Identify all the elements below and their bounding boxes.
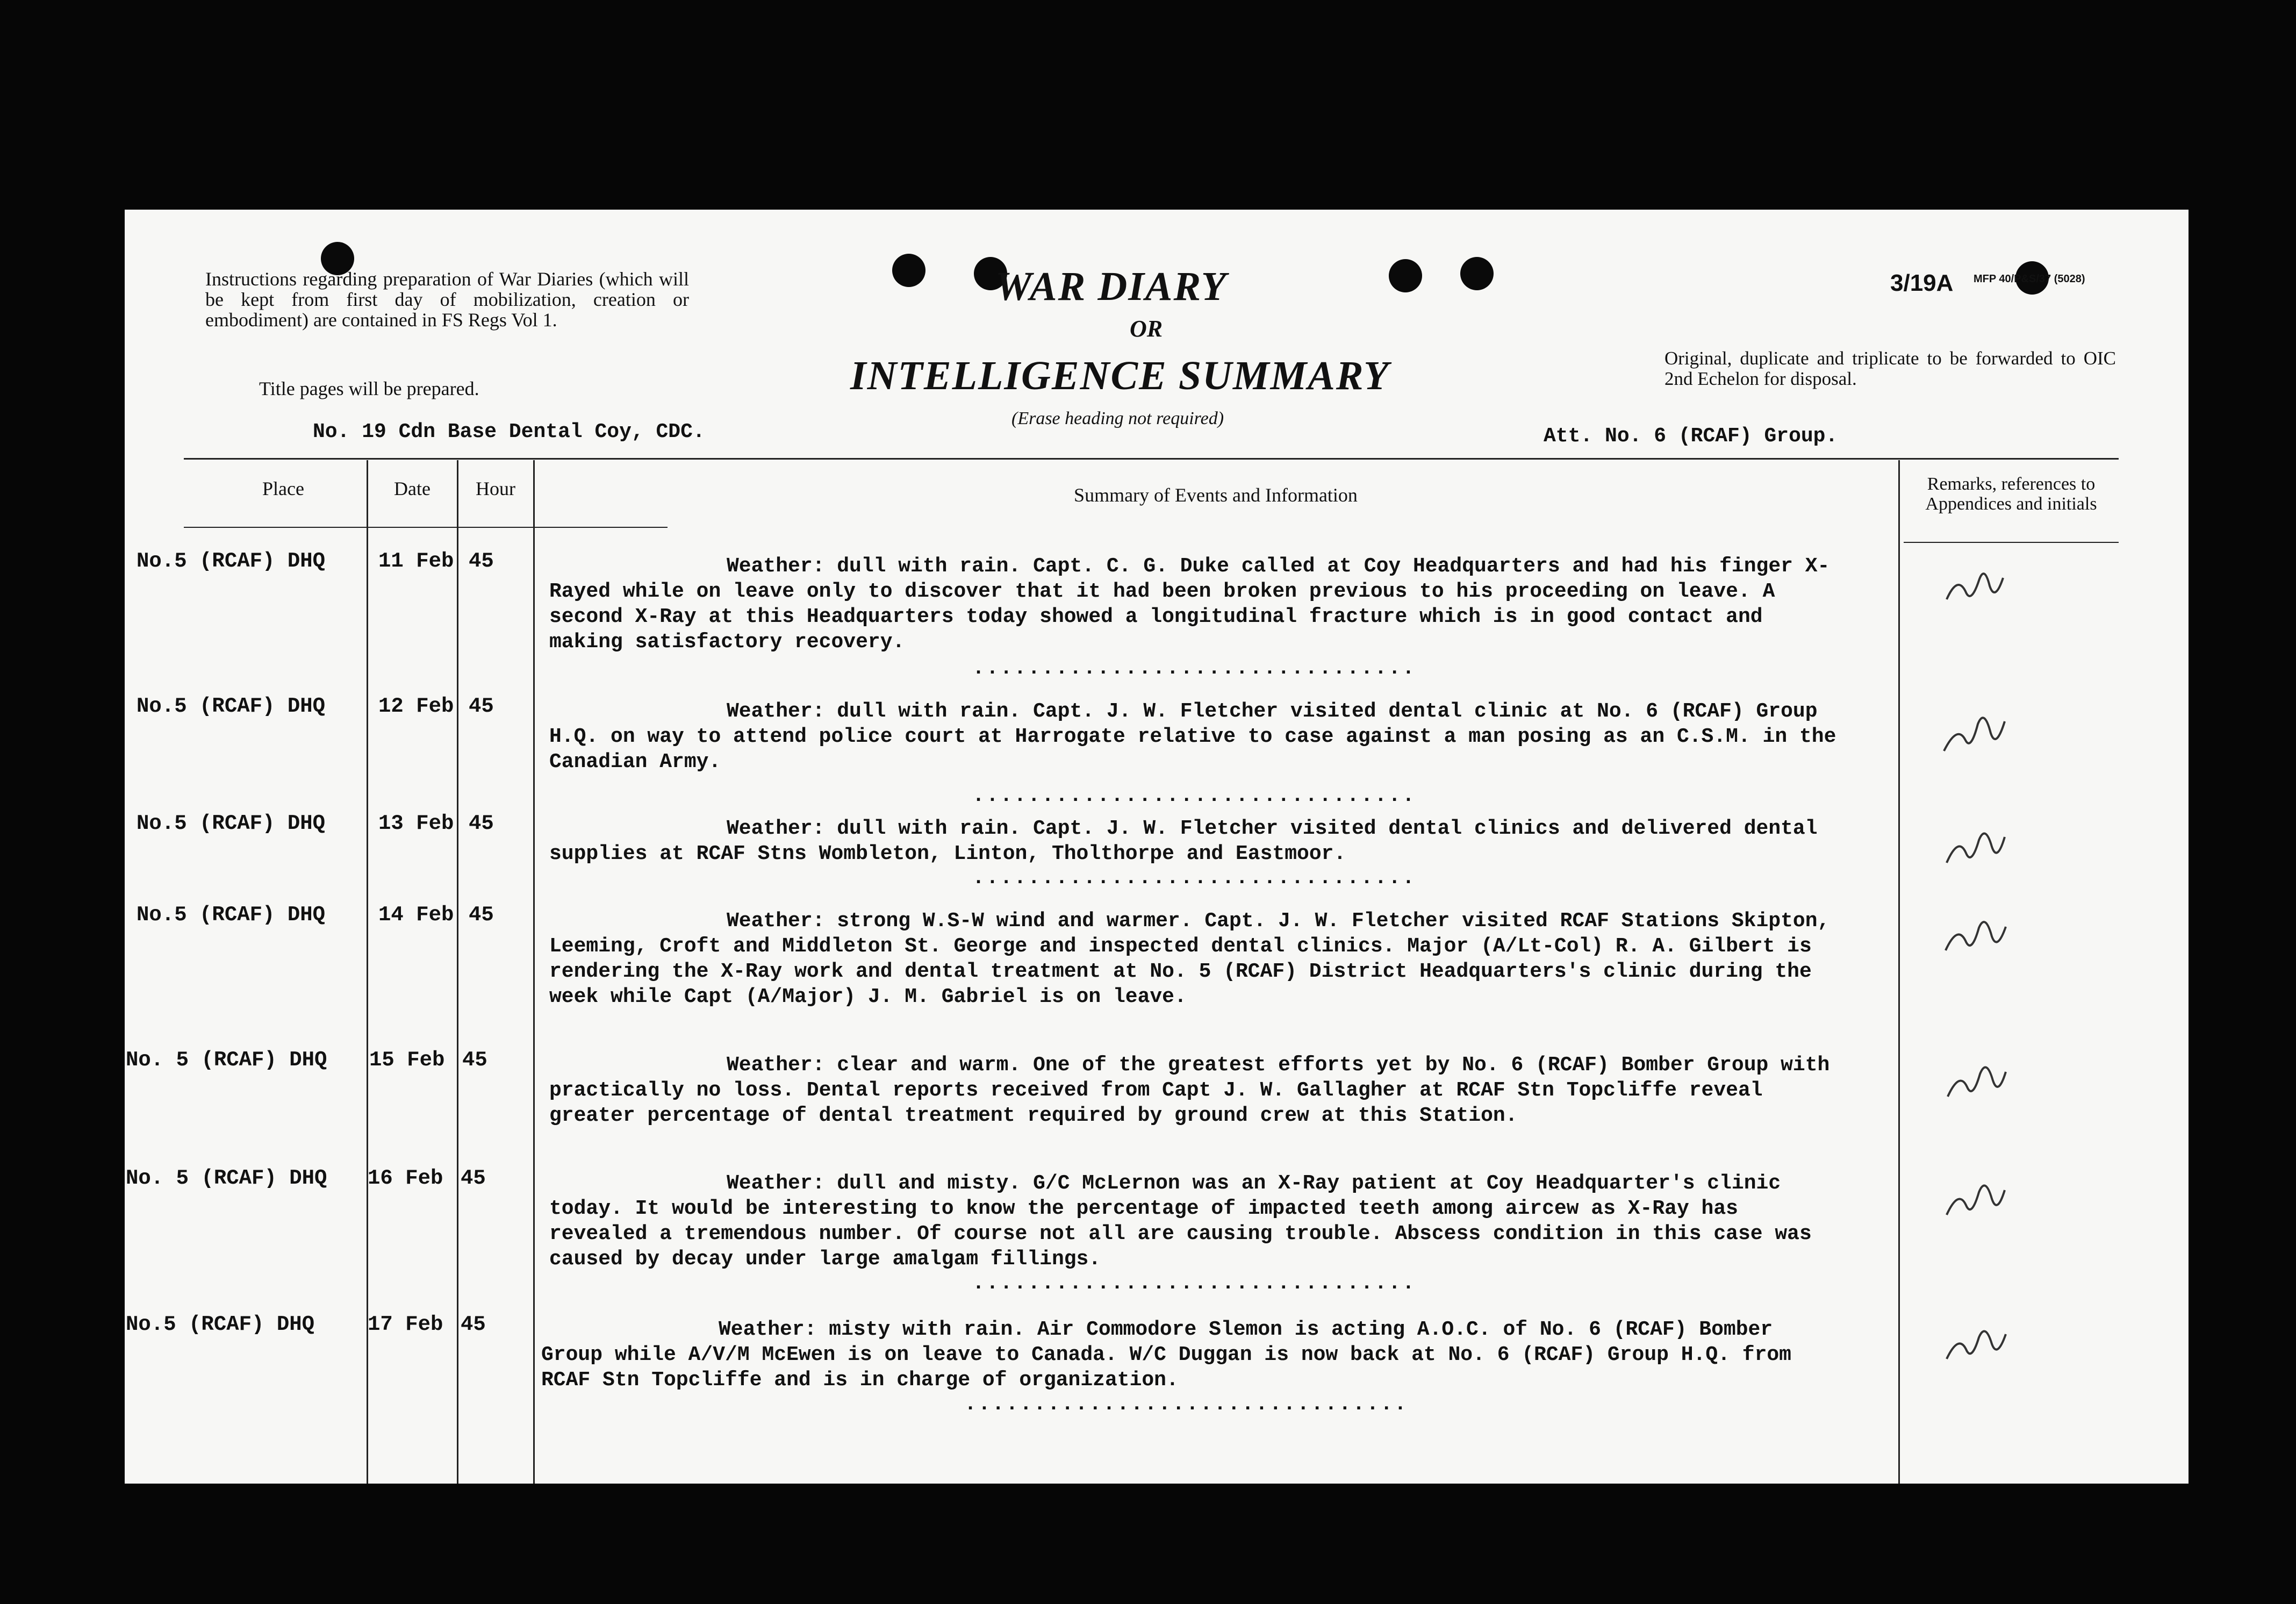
attachment-note: Att. No. 6 (RCAF) Group. (1544, 425, 1838, 448)
entry-date: 13 Feb (378, 812, 454, 835)
punch-hole (1389, 259, 1422, 292)
initials-signature (1936, 1312, 2017, 1376)
col-divider-summary (533, 460, 535, 1484)
entry-date: 16 Feb (368, 1166, 443, 1190)
disposal-note: Original, duplicate and triplicate to be forwarded to OIC 2nd Echelon for disposal. (1664, 348, 2116, 389)
entry-summary (549, 908, 1839, 1009)
entry-place: No.5 (RCAF) DHQ (137, 694, 326, 718)
column-header-date: Date (394, 478, 430, 499)
entry-separator: ................................ (964, 1393, 1408, 1416)
punch-hole (1460, 257, 1494, 290)
col-divider-hour (457, 460, 458, 1484)
entry-place: No.5 (RCAF) DHQ (137, 903, 326, 927)
entry-hour: 45 (469, 812, 494, 835)
header-rule-right (1904, 542, 2119, 543)
entry-date: 11 Feb (378, 549, 454, 573)
entry-summary (549, 1171, 1839, 1295)
entry-hour: 45 (461, 1166, 486, 1190)
erase-note: (Erase heading not required) (1011, 409, 1224, 428)
punch-hole (892, 254, 925, 287)
entry-summary-text: Weather: dull with rain. Capt. J. W. Fletcher visited dental clinics and delivered dental supplies at RCAF Stns Wombleton, Linton, Tholthorpe and Eastmoor. (549, 817, 1818, 865)
unit-name: No. 19 Cdn Base Dental Coy, CDC. (313, 420, 705, 443)
initials-signature (1936, 903, 2017, 968)
initials-signature (1936, 814, 2017, 879)
war-diary-page (125, 210, 2189, 1484)
form-reference: MFP 40/P&S/37 (5028) (1974, 273, 2085, 285)
header-rule-left (184, 527, 668, 528)
entry-hour: 45 (462, 1048, 487, 1072)
initials-signature (1936, 1166, 2017, 1231)
entry-date: 12 Feb (378, 694, 454, 718)
column-header-hour: Hour (476, 478, 515, 499)
entry-summary (549, 699, 1839, 808)
page-subtitle: INTELLIGENCE SUMMARY (850, 353, 1390, 398)
entry-hour: 45 (461, 1313, 486, 1336)
entry-summary (549, 816, 1839, 890)
column-header-summary: Summary of Events and Information (1074, 484, 1358, 506)
entry-summary (541, 1317, 1831, 1416)
title-pages-note: Title pages will be prepared. (259, 378, 479, 399)
entry-place: No.5 (RCAF) DHQ (137, 812, 326, 835)
entry-place: No.5 (RCAF) DHQ (137, 549, 326, 573)
column-header-place: Place (262, 478, 304, 499)
entry-separator: ................................ (972, 1272, 1416, 1295)
entry-separator: ................................ (972, 784, 1416, 807)
instructions-text: Instructions regarding preparation of War Diaries (which will be kept from first day of mobilization, creation or embodiment) are contained in FS Regs Vol 1. (205, 268, 689, 331)
entry-place: No.5 (RCAF) DHQ (126, 1313, 315, 1336)
table-top-rule (184, 458, 2119, 460)
column-header-remarks: Remarks, references to Appendices and initials (1925, 474, 2097, 514)
initials-signature (1936, 700, 2017, 764)
entry-date: 15 Feb (369, 1048, 445, 1072)
entry-summary (549, 554, 1839, 681)
entry-separator: ................................ (972, 657, 1416, 680)
initials-signature (1936, 1048, 2017, 1113)
entry-separator: ................................ (972, 867, 1416, 890)
entry-hour: 45 (469, 694, 494, 718)
entry-summary-text: Weather: misty with rain. Air Commodore Slemon is acting A.O.C. of No. 6 (RCAF) Bomber Group while A/V/M McEwen is on leave to Canada. W/C Duggan is now back at No. 6 (RCAF) Group H.Q. from RCAF Stn Topcliffe and is in charge of organization. (541, 1318, 1791, 1392)
page-title: WAR DIARY (995, 264, 1228, 309)
entry-summary-text: Weather: strong W.S-W wind and warmer. Capt. J. W. Fletcher visited RCAF Stations Skipton, Leeming, Croft and Middleton St. George and inspected dental clinics. Major (A/Lt-Col) R. A. Gilbert is rendering the X-Ray work and dental treatment at No. 5 (RCAF) District Headquarters's clinic during the week while Capt (A/Major) J. M. Gabriel is on leave. (549, 910, 1830, 1008)
entry-place: No. 5 (RCAF) DHQ (126, 1048, 327, 1072)
entry-date: 17 Feb (368, 1313, 443, 1336)
col-divider-remarks (1898, 460, 1900, 1484)
entry-place: No. 5 (RCAF) DHQ (126, 1166, 327, 1190)
entry-hour: 45 (469, 549, 494, 573)
title-or: OR (1130, 316, 1163, 342)
entry-summary-text: Weather: dull with rain. Capt. C. G. Duke called at Coy Headquarters and had his finger X-Rayed while on leave only to discover that it had been broken previous to his proceeding on leave. A second X-Ray at this Headquarters today showed a longitudinal fracture which is in good contact and making satisfactory recovery. (549, 555, 1830, 654)
entry-summary (549, 1052, 1839, 1128)
entry-summary-text: Weather: dull and misty. G/C McLernon was an X-Ray patient at Coy Headquarter's clinic today. It would be interesting to know the percentage of impacted teeth among aircew as X-Ray has revealed a tremendous number. Of course not all are causing trouble. Abscess condition in this case was caused by decay under large amalgam fillings. (549, 1172, 1812, 1271)
entry-date: 14 Feb (378, 903, 454, 927)
form-number: 3/19A (1890, 270, 1954, 296)
initials-signature (1936, 554, 2017, 618)
entry-summary-text: Weather: dull with rain. Capt. J. W. Fletcher visited dental clinic at No. 6 (RCAF) Group H.Q. on way to attend police court at Harrogate relative to case against a man posing as an C.S.M. in the Canadian Army. (549, 700, 1836, 774)
entry-hour: 45 (469, 903, 494, 927)
entry-summary-text: Weather: clear and warm. One of the greatest efforts yet by No. 6 (RCAF) Bomber Group with practically no loss. Dental reports received from Capt J. W. Gallagher at RCAF Stn Topcliffe reveal greater percentage of dental treatment required by ground crew at this Station. (549, 1054, 1830, 1127)
